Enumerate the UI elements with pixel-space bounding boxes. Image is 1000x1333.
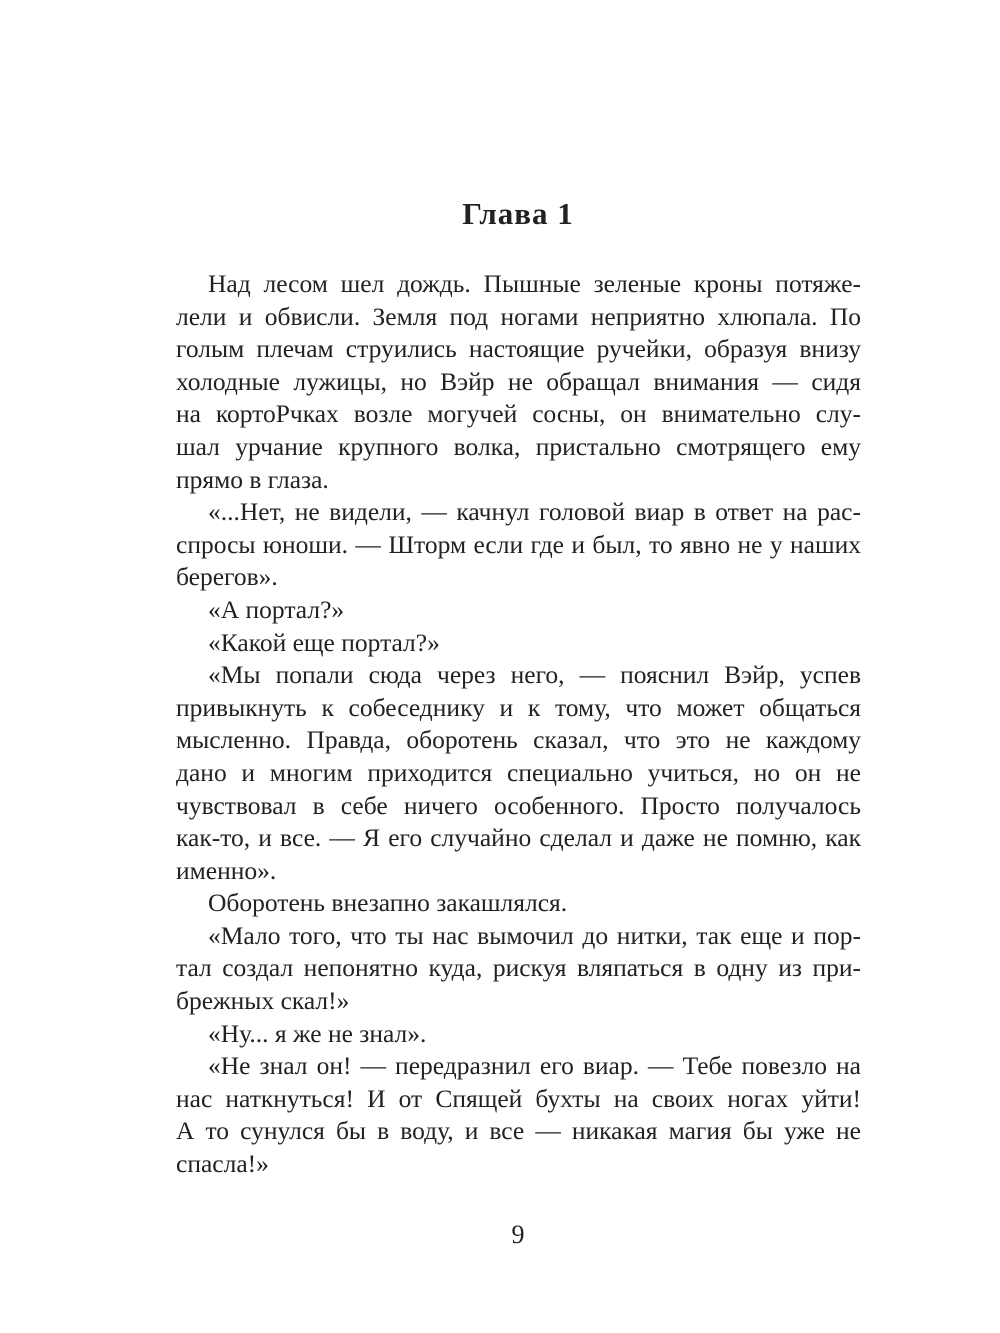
text-line: Над лесом шел дождь. Пышные зеленые кроны потяже-	[208, 269, 861, 298]
text-line: прямо в глаза.	[176, 464, 329, 494]
text-line: «А портал?»	[208, 594, 345, 624]
text-line: спасла!»	[176, 1149, 269, 1179]
text-line: шал урчание крупного волка, пристально смотрящего ему	[176, 431, 861, 461]
text-line: тал создал непонятно куда, рискуя вляпаться в одну из при-	[176, 953, 861, 983]
text-line: «Мы попали сюда через него, — пояснил Вэйр, успев	[208, 660, 861, 690]
text-line: дано и многим приходится специально учиться, но он не	[176, 757, 861, 787]
text-line: именно».	[176, 855, 277, 885]
text-line: как-то, и все. — Я его случайно сделал и даже не помню, как	[176, 823, 861, 853]
text-line: мысленно. Правда, оборотень сказал, что это не каждому	[176, 725, 861, 755]
text-line: «Какой еще портал?»	[208, 627, 440, 657]
chapter-title: Глава 1	[462, 196, 574, 231]
text-line: нас наткнуться! И от Спящей бухты на своих ногах уйти!	[176, 1083, 861, 1113]
text-line: холодные лужицы, но Вэйр не обращал внимания — сидя	[176, 366, 861, 396]
text-line: на кортоРчках возле могучей сосны, он внимательно слу-	[176, 399, 861, 429]
text-line: А то сунулся бы в воду, и все — никакая магия бы уже не	[176, 1116, 861, 1146]
text-line: «Не знал он! — передразнил его виар. — Тебе повезло на	[208, 1051, 861, 1081]
text-line: берегов».	[176, 562, 278, 592]
text-line: голым плечам струились настоящие ручейки, образуя внизу	[176, 334, 861, 364]
text-line: Оборотень внезапно закашлялся.	[208, 888, 568, 918]
text-line: «...Нет, не видели, — качнул головой виар в ответ на рас-	[208, 497, 861, 527]
text-line: привыкнуть к собеседнику и к тому, что может общаться	[176, 692, 861, 722]
text-line: лели и обвисли. Земля под ногами неприятно хлюпала. По	[176, 301, 861, 331]
text-line: спросы юноши. — Шторм если где и был, то явно не у наших	[176, 529, 861, 559]
text-line: чувствовал в себе ничего особенного. Просто получалось	[176, 790, 861, 820]
page-number: 9	[511, 1220, 525, 1249]
text-line: «Ну... я же не знал».	[208, 1018, 427, 1048]
chapter-text	[176, 268, 861, 1181]
text-line: брежных скал!»	[176, 986, 350, 1016]
text-line: «Мало того, что ты нас вымочил до нитки, так еще и пор-	[208, 920, 861, 950]
